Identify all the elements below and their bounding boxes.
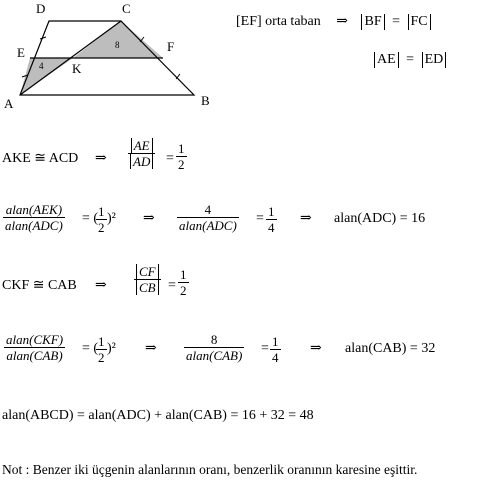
fraction-one-quarter: 1 4 [272, 334, 279, 365]
ratio-4-adc: 4 alan(ADC) [179, 202, 237, 233]
implies-arrow: ⇒ [336, 14, 348, 29]
total-area: alan(ABCD) = alan(ADC) + alan(CAB) = 16 + 32 = 48 [2, 408, 314, 423]
fraction-cf-cb: CF CB [134, 264, 161, 295]
given-line-2 [374, 52, 446, 68]
trapezoid-figure [0, 0, 230, 110]
squared-paren: )² [107, 341, 116, 356]
numerator: AE [129, 138, 155, 153]
vertex-label-e: E [17, 45, 25, 60]
equals-paren: = ( [82, 341, 99, 356]
similarity-ckf-cab: CKF ≅ CAB [2, 278, 77, 293]
vertex-label-c: C [122, 1, 131, 16]
denominator: AD [128, 154, 155, 169]
area-label-small: 4 [39, 61, 44, 71]
given-line-1 [236, 14, 431, 30]
implies-arrow: ⇒ [310, 341, 322, 356]
fraction-one-half: 1 2 [98, 334, 105, 365]
fraction-ae-ad [128, 138, 155, 169]
implies-arrow: ⇒ [145, 341, 157, 356]
ratio-8-cab: 8 alan(CAB) [186, 332, 243, 363]
ratio-aek-adc: alan(AEK) alan(ADC) [5, 202, 63, 233]
vertex-label-f: F [167, 39, 175, 54]
implies-arrow: ⇒ [95, 151, 107, 166]
equals-paren: = ( [82, 211, 99, 226]
vertex-label-b: B [201, 93, 210, 108]
equals-sign: = [166, 151, 174, 166]
ratio-ckf-cab: alan(CKF) alan(CAB) [6, 332, 64, 363]
result-cab: alan(CAB) = 32 [345, 341, 436, 356]
result-adc: alan(ADC) = 16 [334, 211, 426, 226]
length-ed: ED [422, 52, 447, 68]
length-fc: FC [408, 14, 431, 30]
similarity-ake-acd: AKE ≅ ACD [2, 151, 79, 166]
implies-arrow: ⇒ [95, 278, 107, 293]
note: Not : Benzer iki üçgenin alanlarının oranı, benzerlik oranının karesine eşittir. [2, 462, 418, 477]
implies-arrow: ⇒ [300, 211, 312, 226]
length-ae: AE [374, 52, 399, 68]
implies-arrow: ⇒ [143, 211, 155, 226]
equals-sign: = [406, 52, 415, 67]
fraction-one-quarter: 1 4 [268, 204, 275, 235]
fraction-one-half: 1 2 [180, 267, 187, 298]
equals-sign: = [261, 341, 269, 356]
area-label-large: 8 [115, 40, 120, 50]
squared-paren: )² [107, 211, 116, 226]
fraction-one-half: 1 2 [98, 204, 105, 235]
equals-sign: = [256, 211, 264, 226]
equals-sign: = [168, 278, 176, 293]
fraction-one-half: 1 2 [178, 141, 185, 172]
midline-statement: [EF] orta taban [236, 14, 321, 29]
vertex-label-k: K [72, 61, 82, 76]
equals-sign: = [392, 14, 401, 29]
vertex-label-a: A [4, 96, 14, 110]
length-bf: BF [361, 14, 384, 30]
vertex-label-d: D [36, 1, 46, 16]
